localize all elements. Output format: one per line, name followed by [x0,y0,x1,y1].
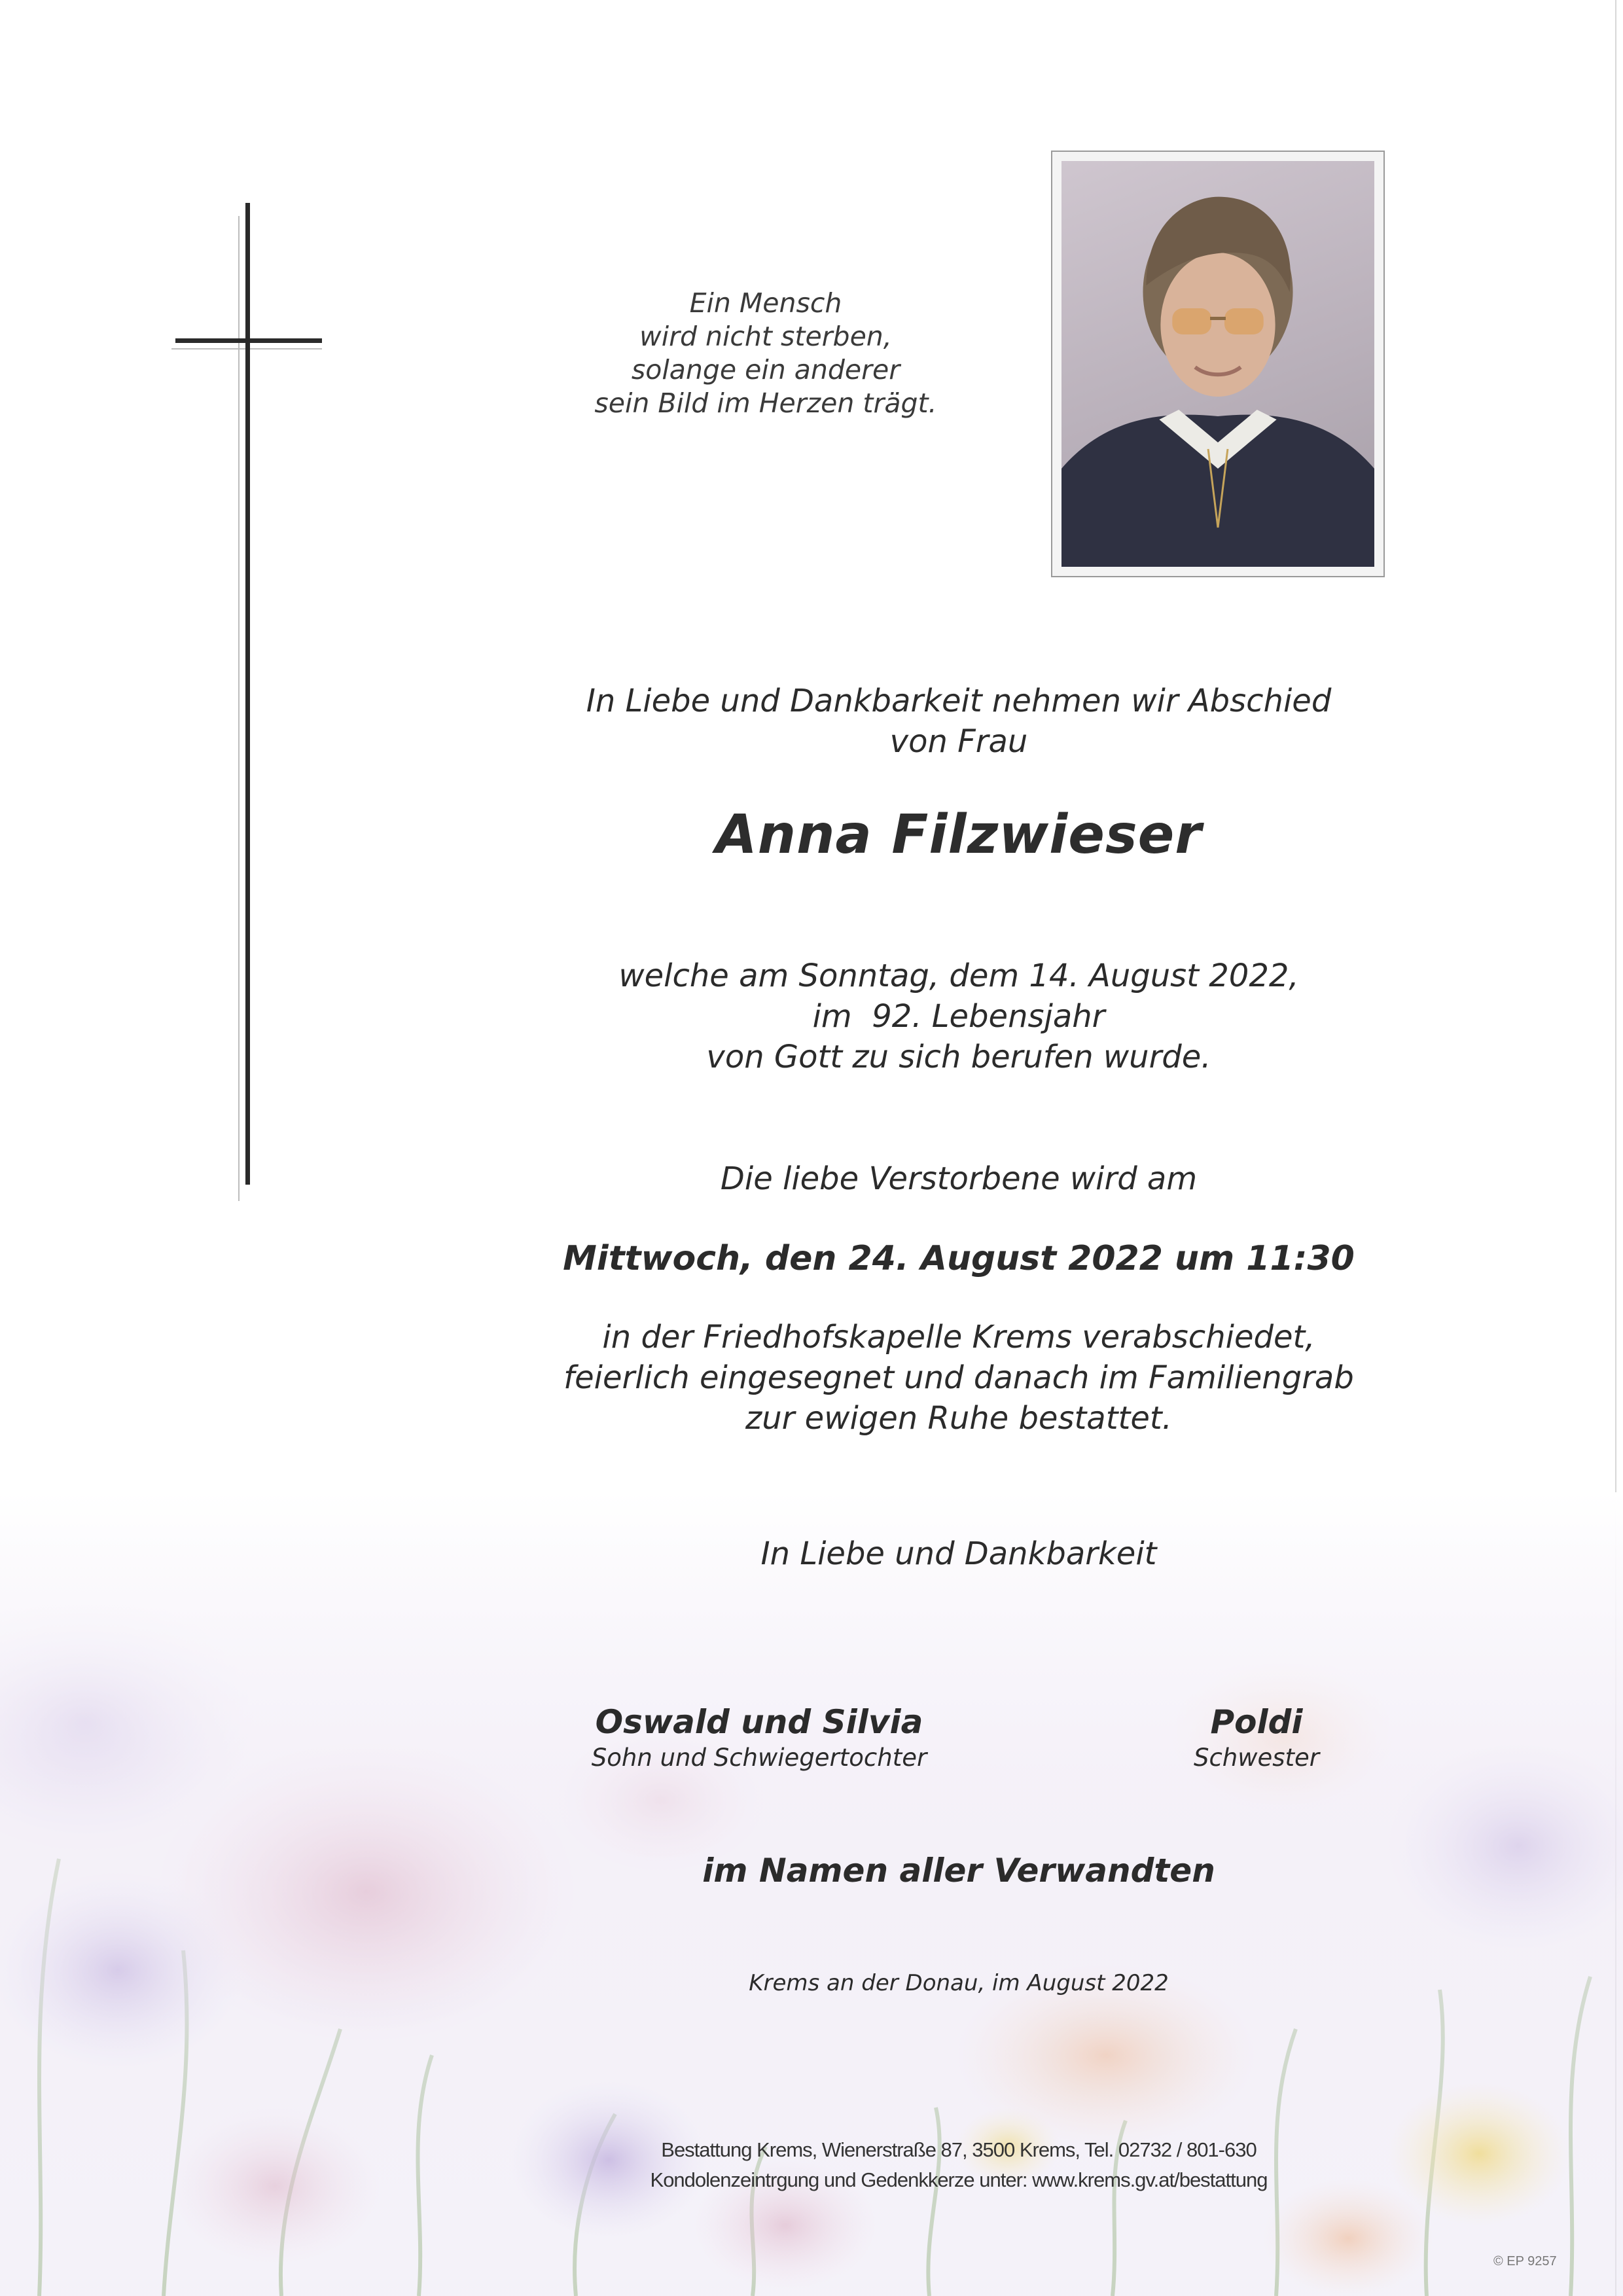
deceased-name: Anna Filzwieser [715,804,1202,866]
mourner-relation: Sohn und Schwiegertochter [591,1744,927,1772]
funeral-home-footer [563,2135,1355,2195]
farewell-intro [458,681,1459,762]
template-code: © EP 9257 [1493,2254,1557,2269]
ceremony-line: in der Friedhofskapelle Krems verabschiedet, [602,1319,1315,1355]
funeral-announcement: Die liebe Verstorbene wird am [720,1160,1198,1197]
ceremony-line: feierlich eingesegnet und danach im Familiengrab [563,1359,1354,1396]
portrait-frame [1051,151,1385,577]
quote-line: sein Bild im Herzen trägt. [594,387,937,419]
cross-icon-horizontal-bar [175,338,322,343]
intro-line: von Frau [889,723,1028,760]
cross-shadow-vertical [238,216,240,1201]
funeral-datetime: Mittwoch, den 24. August 2022 um 11:30 [563,1239,1355,1278]
mourner-entry [563,1702,955,1774]
quote-line: Ein Mensch [689,287,842,319]
death-line: im 92. Lebensjahr [812,998,1105,1035]
mourner-relation: Schwester [1193,1744,1320,1772]
quote-line: solange ein anderer [631,354,901,386]
ceremony-line: zur ewigen Ruhe bestattet. [745,1400,1172,1437]
place-and-date: Krems an der Donau, im August 2022 [749,1970,1169,1996]
death-line: welche am Sonntag, dem 14. August 2022, [618,958,1299,994]
mourner-name: Oswald und Silvia [595,1703,923,1741]
intro-line: In Liebe und Dankbarkeit nehmen wir Abschied [586,683,1332,719]
family-signature: im Namen aller Verwandten [702,1852,1215,1890]
memorial-quote [524,287,1008,420]
funeral-ceremony [458,1317,1459,1439]
portrait-photo [1061,161,1374,567]
death-notice [458,956,1459,1077]
footer-condolence: Kondolenzeintrgung und Gedenkkerze unter: www.krems.gv.at/bestattung [650,2168,1268,2191]
quote-line: wird nicht sterben, [639,321,892,352]
footer-address: Bestattung Krems, Wienerstraße 87, 3500 Krems, Tel. 02732 / 801-630 [661,2138,1257,2161]
gratitude-line: In Liebe und Dankbarkeit [760,1535,1157,1572]
cross-icon-vertical-bar [245,203,250,1185]
mourner-entry [1119,1702,1394,1774]
death-line: von Gott zu sich berufen wurde. [706,1039,1211,1075]
mourner-name: Poldi [1210,1703,1303,1741]
